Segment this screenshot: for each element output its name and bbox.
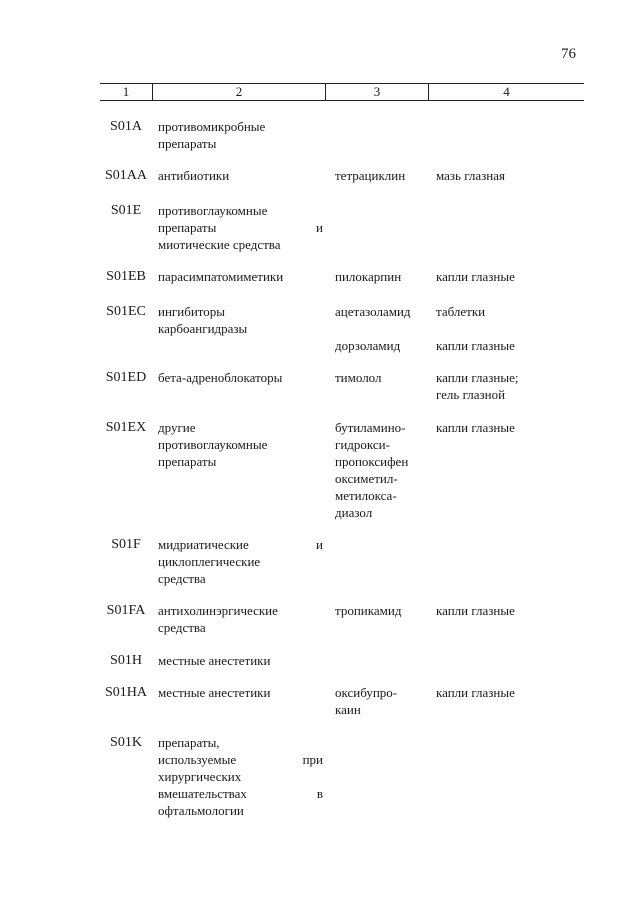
group-name bbox=[158, 652, 323, 669]
substance-name bbox=[335, 419, 431, 521]
dosage-form-line: гель глазной bbox=[436, 387, 506, 402]
group-name-line: антибиотики bbox=[158, 168, 230, 183]
atc-code: S01HA bbox=[104, 685, 147, 700]
group-name-line: средства bbox=[158, 620, 206, 635]
atc-code: S01EX bbox=[105, 420, 147, 435]
group-name-line: парасимпатомиметики bbox=[158, 269, 284, 284]
dosage-form bbox=[436, 167, 581, 184]
group-name-line: офтальмологии bbox=[158, 803, 244, 818]
substance-name bbox=[335, 268, 431, 285]
group-name bbox=[158, 734, 323, 819]
dosage-form-line: капли глазные bbox=[436, 685, 515, 700]
substance-name-line: тимолол bbox=[335, 370, 382, 385]
group-name bbox=[158, 369, 323, 386]
group-name-line: препараты, bbox=[158, 735, 220, 750]
substance-name-line: бутиламино- bbox=[335, 420, 406, 435]
dosage-form-line: мазь глазная bbox=[436, 168, 505, 183]
group-name bbox=[158, 419, 323, 470]
group-name-line: ингибиторы bbox=[158, 304, 226, 319]
atc-code: S01F bbox=[111, 537, 141, 552]
group-name-line: противомикробные bbox=[158, 119, 266, 134]
dosage-form-line: капли глазные bbox=[436, 420, 515, 435]
dosage-form bbox=[436, 602, 581, 619]
group-name-line: препараты и bbox=[158, 220, 323, 235]
substance-name-line: оксиметил- bbox=[335, 471, 398, 486]
substance-name bbox=[335, 303, 431, 354]
dosage-form-line: капли глазные bbox=[436, 603, 515, 618]
dosage-form bbox=[436, 268, 581, 285]
group-name-line: мидриатические и bbox=[158, 537, 323, 552]
group-name bbox=[158, 536, 323, 587]
group-name-line: средства bbox=[158, 571, 206, 586]
group-name-line: используемые при bbox=[158, 752, 323, 767]
dosage-form-line bbox=[436, 320, 581, 337]
substance-name-line bbox=[335, 320, 431, 337]
dosage-form-line: капли глазные bbox=[436, 269, 515, 284]
group-name bbox=[158, 268, 323, 285]
group-name-line: антихолинэргические bbox=[158, 603, 278, 618]
dosage-form-line: капли глазные bbox=[436, 338, 515, 353]
dosage-form-line: таблетки bbox=[436, 304, 486, 319]
substance-name-line: дорзоламид bbox=[335, 338, 401, 353]
atc-code: S01K bbox=[110, 735, 142, 750]
group-name-line: хирургических bbox=[158, 769, 242, 784]
atc-code: S01EC bbox=[106, 304, 146, 319]
dosage-form bbox=[436, 369, 581, 403]
group-name-line: препараты bbox=[158, 454, 217, 469]
group-name-line: местные анестетики bbox=[158, 653, 271, 668]
substance-name-line: каин bbox=[335, 702, 361, 717]
group-name bbox=[158, 202, 323, 253]
substance-name-line: гидрокси- bbox=[335, 437, 390, 452]
dosage-form-line: капли глазные; bbox=[436, 370, 519, 385]
substance-name bbox=[335, 684, 431, 718]
atc-code: S01H bbox=[110, 653, 142, 668]
header-col-4: 4 bbox=[503, 84, 510, 99]
group-name-line: местные анестетики bbox=[158, 685, 271, 700]
header-col-2: 2 bbox=[153, 84, 326, 100]
group-name-line: препараты bbox=[158, 136, 217, 151]
substance-name bbox=[335, 369, 431, 386]
atc-code: S01A bbox=[110, 119, 142, 134]
group-name bbox=[158, 118, 323, 152]
substance-name bbox=[335, 602, 431, 619]
substance-name-line: диазол bbox=[335, 505, 373, 520]
atc-code: S01FA bbox=[106, 603, 146, 618]
dosage-form bbox=[436, 303, 581, 354]
substance-name-line: оксибупро- bbox=[335, 685, 398, 700]
atc-code: S01EB bbox=[106, 269, 146, 284]
substance-name-line: пилокарпин bbox=[335, 269, 402, 284]
substance-name-line: метилокса- bbox=[335, 488, 397, 503]
group-name-line: противоглаукомные bbox=[158, 203, 268, 218]
group-name-line: миотические средства bbox=[158, 237, 281, 252]
header-col-1: 1 bbox=[100, 84, 153, 100]
table-header bbox=[100, 83, 584, 101]
atc-code: S01AA bbox=[104, 168, 147, 183]
group-name bbox=[158, 602, 323, 636]
dosage-form bbox=[436, 684, 581, 701]
header-col-3: 3 bbox=[326, 84, 429, 100]
atc-code: S01ED bbox=[105, 370, 147, 385]
substance-name bbox=[335, 167, 431, 184]
group-name bbox=[158, 684, 323, 701]
substance-name-line: тетрациклин bbox=[335, 168, 406, 183]
substance-name-line: тропикамид bbox=[335, 603, 402, 618]
dosage-form bbox=[436, 419, 581, 436]
group-name bbox=[158, 167, 323, 184]
substance-name-line: ацетазоламид bbox=[335, 304, 411, 319]
group-name-line: другие bbox=[158, 420, 196, 435]
group-name bbox=[158, 303, 323, 337]
group-name-line: вмешательствах в bbox=[158, 786, 323, 801]
group-name-line: бета-адреноблокаторы bbox=[158, 370, 283, 385]
group-name-line: противоглаукомные bbox=[158, 437, 268, 452]
page-number: 76 bbox=[561, 46, 576, 62]
substance-name-line: пропоксифен bbox=[335, 454, 409, 469]
group-name-line: циклоплегические bbox=[158, 554, 261, 569]
atc-code: S01E bbox=[110, 203, 142, 218]
group-name-line: карбоангидразы bbox=[158, 321, 248, 336]
